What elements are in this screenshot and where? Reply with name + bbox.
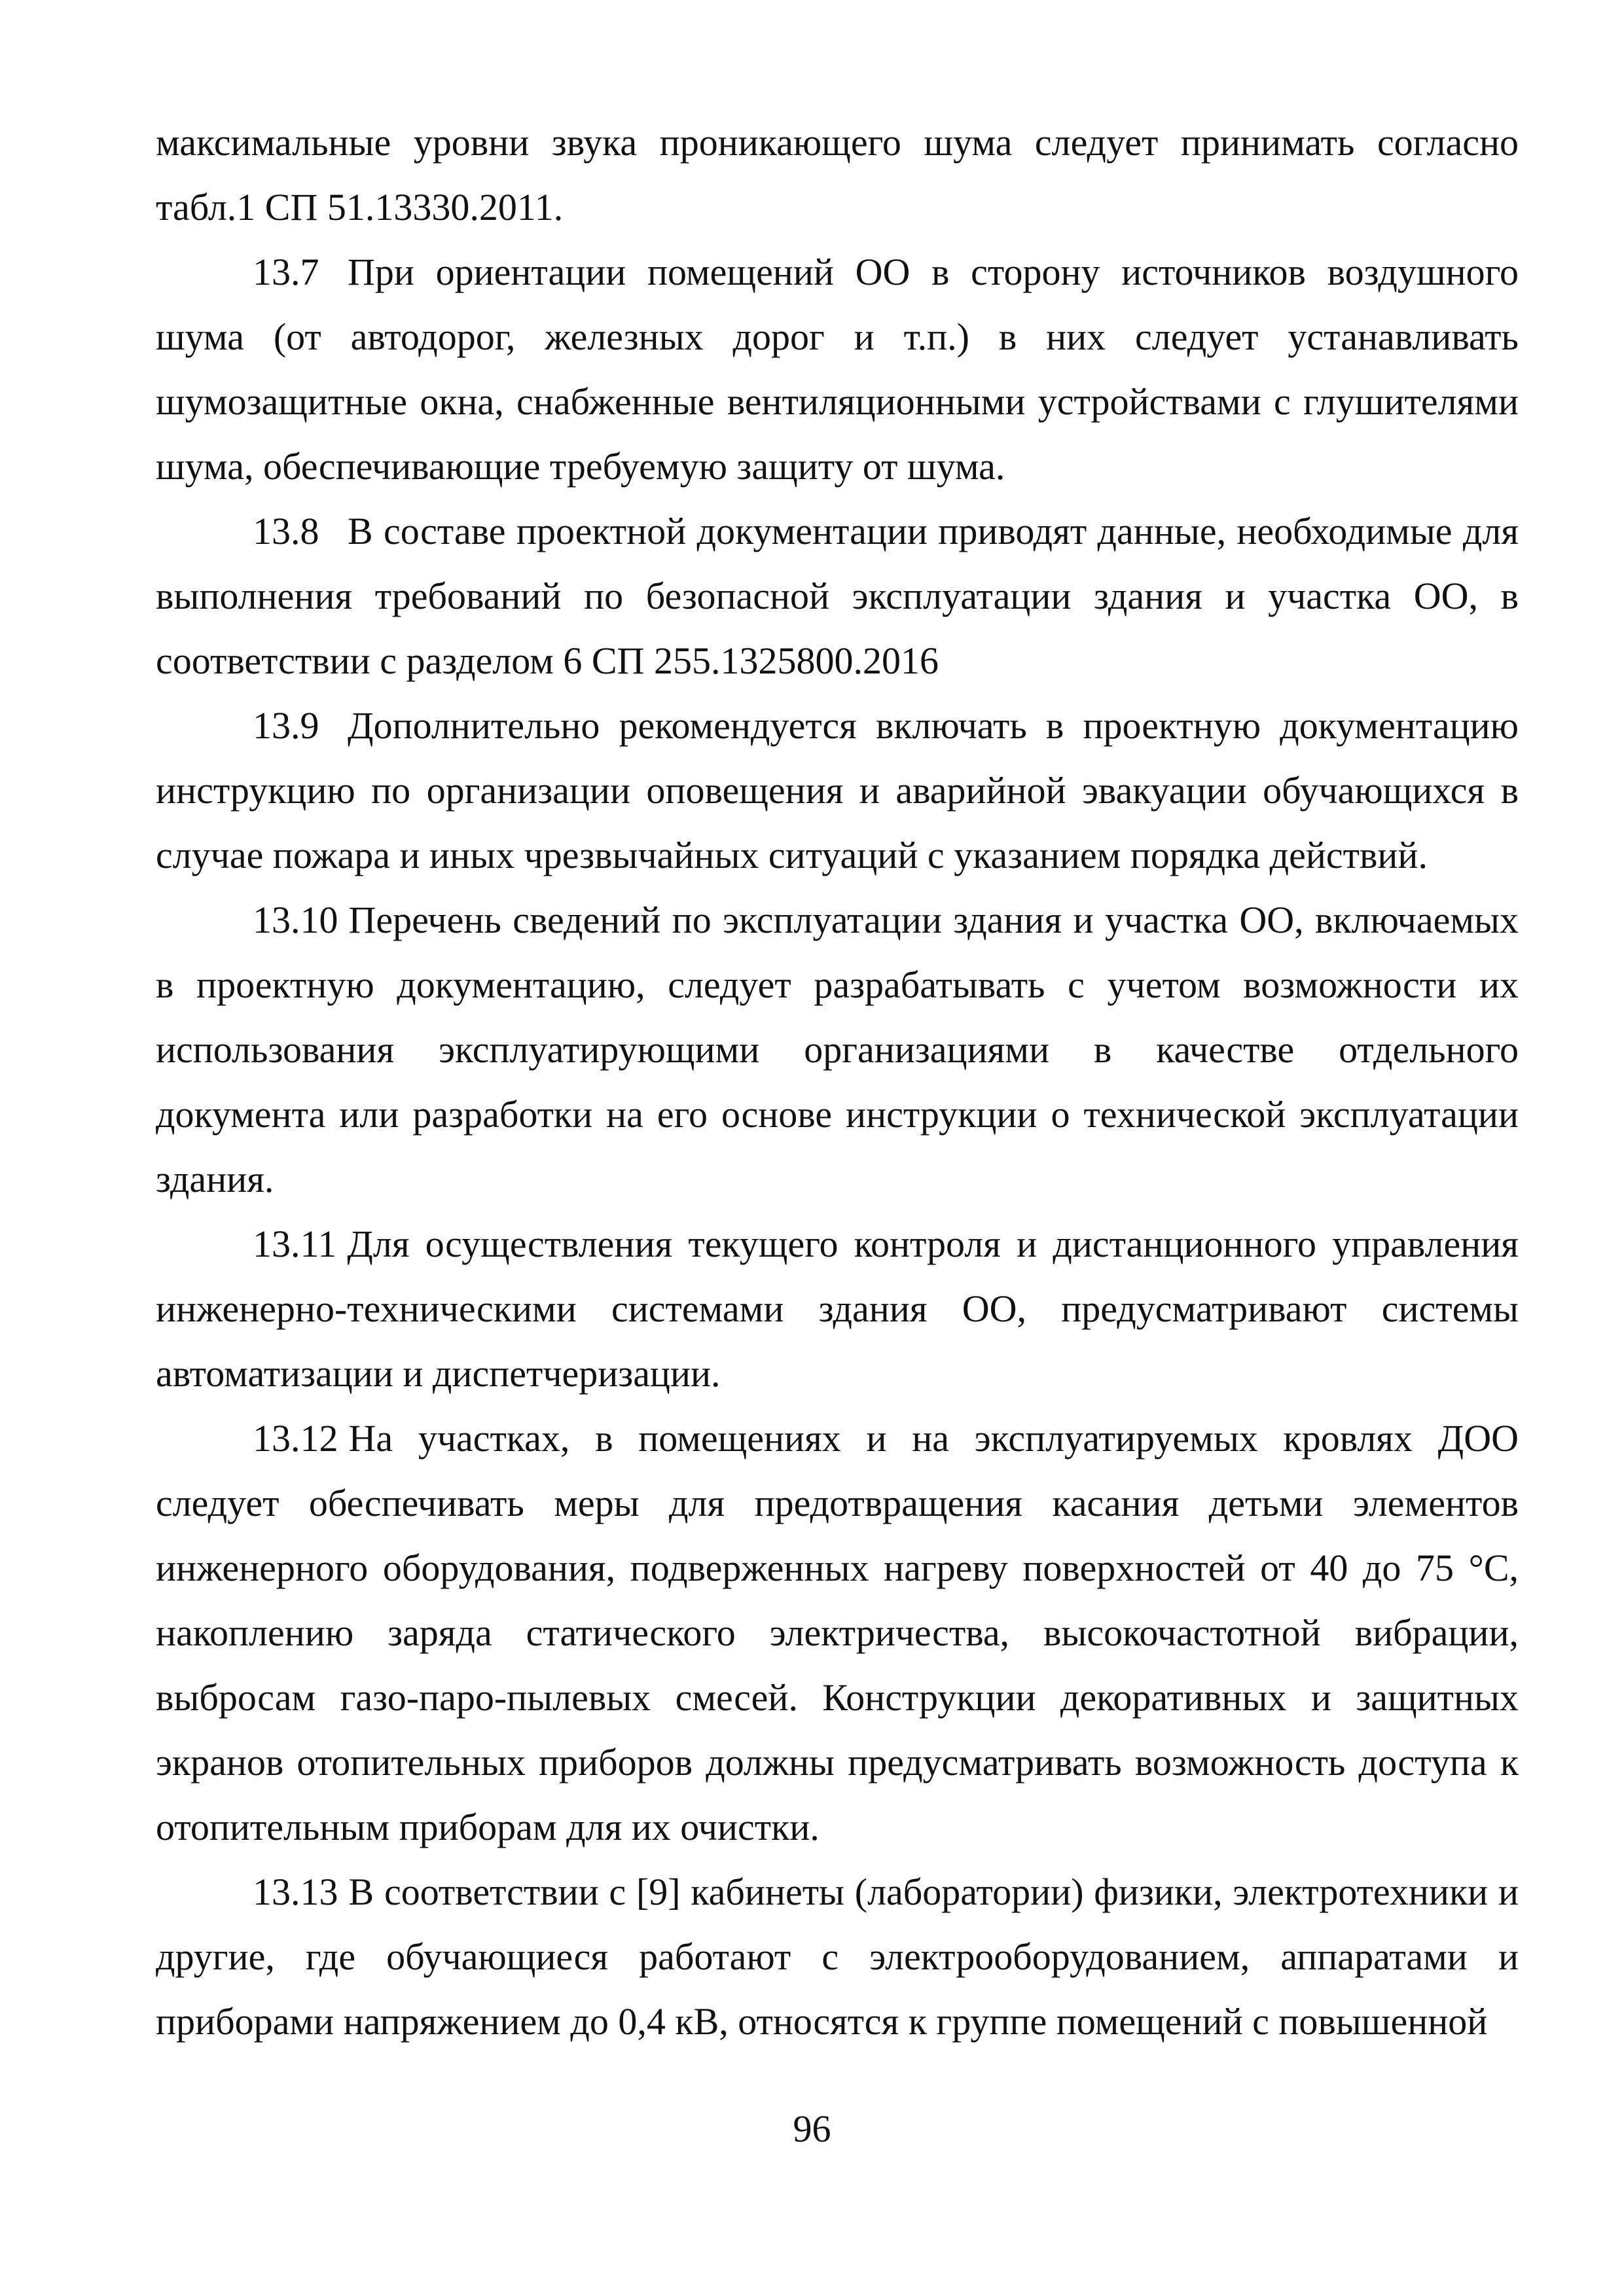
clause-number: 13.8: [253, 510, 319, 552]
paragraph-text: При ориентации помещений ОО в сторону источников воздушного шума (от автодорог, железных дорог и т.п.) в них следует устанавливать шумозащитные окна, снабженные вентиляционными устройствами с глушителями шума, обеспечивающие требуемую защиту от шума.: [156, 251, 1519, 488]
paragraph-text: максимальные уровни звука проникающего шума следует принимать согласно табл.1 СП 51.13330.2011.: [156, 121, 1519, 228]
paragraph-text: Перечень сведений по эксплуатации здания и участка ОО, включаемых в проектную документацию, следует разрабатывать с учетом возможности их использования эксплуатирующими организациями в качестве отдельного документа или разработки на его основе инструкции о технической эксплуатации здания.: [156, 899, 1519, 1200]
paragraph-13-9: [156, 693, 1519, 888]
paragraph-13-11: [156, 1211, 1519, 1406]
paragraph-13-13: [156, 1859, 1519, 2054]
clause-number: 13.9: [253, 704, 319, 747]
clause-number: 13.12: [253, 1417, 338, 1460]
paragraph-continuation: [156, 110, 1519, 240]
paragraph-13-8: [156, 499, 1519, 693]
paragraph-text: Дополнительно рекомендуется включать в проектную документацию инструкцию по организации оповещения и аварийной эвакуации обучающихся в случае пожара и иных чрезвычайных ситуаций с указанием порядка действий.: [156, 704, 1519, 876]
paragraph-text: В составе проектной документации приводят данные, необходимые для выполнения требований по безопасной эксплуатации здания и участка ОО, в соответствии с разделом 6 СП 255.1325800.2016: [156, 510, 1519, 682]
clause-number: 13.11: [253, 1223, 337, 1265]
clause-number: 13.7: [253, 251, 319, 293]
paragraph-13-7: [156, 240, 1519, 499]
paragraph-13-12: [156, 1406, 1519, 1859]
page-number: 96: [793, 2108, 831, 2150]
clause-number: 13.10: [253, 899, 338, 941]
clause-number: 13.13: [253, 1871, 338, 1913]
paragraph-text: На участках, в помещениях и на эксплуатируемых кровлях ДОО следует обеспечивать меры для предотвращения касания детьми элементов инженерного оборудования, подверженных нагреву поверхностей от 40 до 75 °С, накоплению заряда статического электричества, высокочастотной вибрации, выбросам газо-паро-пылевых смесей. Конструкции декоративных и защитных экранов отопительных приборов должны предусматривать возможность доступа к отопительным приборам для их очистки.: [156, 1417, 1519, 1848]
paragraph-text: Для осуществления текущего контроля и дистанционного управления инженерно-техническими системами здания ОО, предусматривают системы автоматизации и диспетчеризации.: [156, 1223, 1519, 1395]
paragraph-text: В соответствии с [9] кабинеты (лаборатории) физики, электротехники и другие, где обучающиеся работают с электрооборудованием, аппаратами и приборами напряжением до 0,4 кВ, относятся к группе помещений с повышенной: [156, 1871, 1519, 2043]
body-text: [156, 110, 1519, 2054]
paragraph-13-10: [156, 888, 1519, 1211]
